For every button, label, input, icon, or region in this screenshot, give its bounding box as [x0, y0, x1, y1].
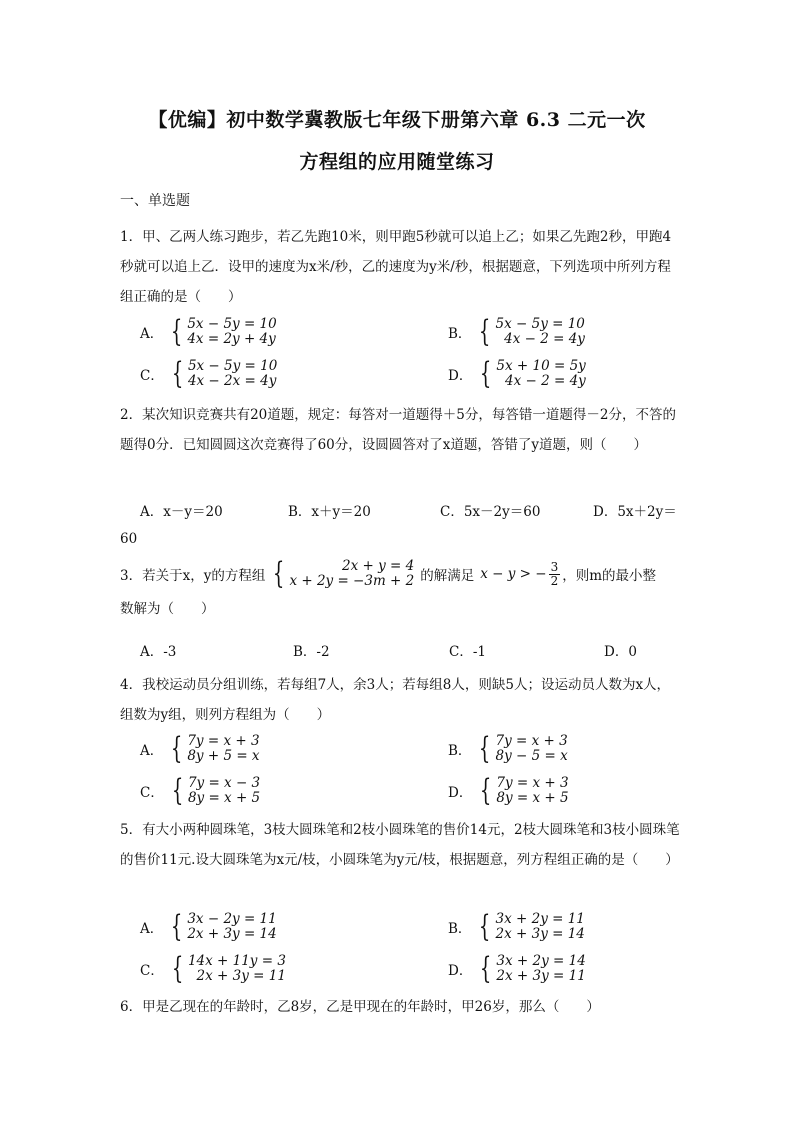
equation-system: { 5x − 5y = 10 4x = 2y + 4y [171, 314, 277, 349]
equation-system: { 2x + y = 4 x + 2y = −3m + 2 [273, 556, 415, 591]
equation-system: { 5x − 5y = 10 4x − 2 = 4y [479, 314, 585, 349]
document-title-line2: 方程组的应用随堂练习 [299, 151, 495, 173]
option-label: B． [448, 743, 472, 759]
equation-system: { 7y = x + 3 8y = x + 5 [480, 773, 569, 808]
option-label: D． [448, 963, 473, 979]
equation: 8y + 5 = x [187, 748, 260, 764]
equation-system: { 5x − 5y = 10 4x − 2x = 4y [171, 356, 278, 391]
equation: 4x − 2 = 4y [504, 331, 585, 347]
equation: 8y = x + 5 [496, 790, 569, 806]
question-1-text: 1．甲、乙两人练习跑步，若乙先跑10米，则甲跑5秒就可以追上乙；如果乙先跑2秒，甲跑4秒就可以追上乙．设甲的速度为x米/秒，乙的速度为y米/秒，根据题意，下列选项中所列方程组正确的是（ ） [120, 229, 672, 305]
equation-system: { 3x + 2y = 14 2x + 3y = 11 [480, 951, 586, 986]
q5-option-c[interactable] [140, 951, 286, 986]
equation: 8y − 5 = x [495, 748, 568, 764]
question-6-text: 6．甲是乙现在的年龄时，乙8岁，乙是甲现在的年龄时，甲26岁，那么（ ） [120, 999, 600, 1015]
equation: 5x − 5y = 10 [187, 358, 278, 374]
option-label: B． [448, 921, 472, 937]
equation-system: { 3x − 2y = 11 2x + 3y = 14 [171, 909, 277, 944]
equation-system: { 7y = x − 3 8y = x + 5 [171, 773, 261, 808]
equation: 5x − 5y = 10 [187, 316, 277, 332]
equation: 8y = x + 5 [187, 790, 261, 806]
option-label: C． [140, 785, 164, 801]
equation: 3x − 2y = 11 [187, 911, 277, 927]
option-label: A． [140, 743, 164, 759]
option-label: D． [448, 368, 473, 384]
q2-option-d-wrap: 60 [120, 531, 138, 547]
equation: 7y = x + 3 [187, 733, 260, 749]
q4-option-d[interactable] [448, 773, 569, 808]
equation: 4x − 2 = 4y [505, 373, 586, 389]
option-label: C． [140, 963, 164, 979]
equation: 4x − 2x = 4y [187, 373, 277, 389]
q4-option-b[interactable] [448, 731, 568, 766]
equation: 14x + 11y = 3 [187, 953, 286, 969]
q3-option-d[interactable]: D．0 [604, 644, 637, 660]
equation: 3x + 2y = 14 [496, 953, 586, 969]
q5-option-d[interactable] [448, 951, 586, 986]
q1-option-a[interactable] [140, 314, 277, 349]
q2-option-b[interactable]: B．x＋y＝20 [288, 504, 371, 520]
equation: 7y = x + 3 [495, 733, 568, 749]
q3-prefix: 3．若关于x，y的方程组 [120, 568, 266, 584]
q1-option-c[interactable] [140, 356, 278, 391]
option-label: A． [140, 326, 164, 342]
question-4-text: 4．我校运动员分组训练，若每组7人，余3人；若每组8人，则缺5人；设运动员人数为x人，组数为y组，则列方程组为（ ） [120, 677, 671, 723]
option-label: D． [448, 785, 473, 801]
option-label: A． [140, 921, 164, 937]
question-2-text: 2．某次知识竞赛共有20道题，规定：每答对一道题得＋5分，每答错一道题得－2分，不答的题得0分．已知圆圆这次竞赛得了60分，设圆圆答对了x道题，答错了y道题，则（ ） [120, 407, 676, 453]
q5-option-b[interactable] [448, 909, 585, 944]
equation: 2x + 3y = 11 [496, 968, 586, 984]
fraction-denominator: 2 [550, 573, 559, 588]
equation: 4x = 2y + 4y [187, 331, 276, 347]
equation: 7y = x − 3 [187, 775, 261, 791]
equation: 2x + 3y = 14 [495, 926, 585, 942]
fraction [549, 561, 561, 588]
question-5-text: 5．有大小两种圆珠笔，3枝大圆珠笔和2枝小圆珠笔的售价14元，2枝大圆珠笔和3枝小圆珠笔的售价11元.设大圆珠笔为x元/枝，小圆珠笔为y元/枝，根据题意，列方程组正确的是（ ） [120, 822, 680, 868]
q3-mid: 的解满足 [420, 568, 475, 584]
q4-option-a[interactable] [140, 731, 260, 766]
option-label: B． [448, 326, 472, 342]
q3-option-c[interactable]: C．-1 [449, 644, 486, 660]
equation: 7y = x + 3 [496, 775, 569, 791]
equation-system: { 3x + 2y = 11 2x + 3y = 14 [479, 909, 585, 944]
equation: 5x − 5y = 10 [495, 316, 585, 332]
fraction-numerator: 3 [550, 559, 559, 574]
q2-option-a[interactable]: A．x－y＝20 [140, 504, 223, 520]
equation: 2x + 3y = 11 [196, 968, 286, 984]
equation-system: { 14x + 11y = 3 2x + 3y = 11 [171, 951, 286, 986]
q2-option-d[interactable]: D．5x＋2y＝ [593, 504, 677, 520]
q3-option-a[interactable]: A．-3 [140, 644, 177, 660]
q3-suffix: ，则m的最小整 [562, 568, 657, 584]
question-3-line2: 数解为（ ） [120, 601, 215, 617]
equation: 2x + y = 4 [342, 558, 415, 574]
equation: x + 2y = −3m + 2 [289, 573, 415, 589]
equation-system: { 7y = x + 3 8y + 5 = x [171, 731, 260, 766]
q1-option-b[interactable] [448, 314, 585, 349]
q2-option-c[interactable]: C．5x－2y＝60 [440, 504, 541, 520]
q5-option-a[interactable] [140, 909, 277, 944]
equation: 2x + 3y = 14 [187, 926, 277, 942]
inequality: x − y > − [480, 566, 547, 582]
option-label: C． [140, 368, 164, 384]
equation: 3x + 2y = 11 [495, 911, 585, 927]
equation-system: { 7y = x + 3 8y − 5 = x [479, 731, 568, 766]
section-heading: 一、单选题 [120, 193, 190, 209]
document-title-line1: 【优编】初中数学冀教版七年级下册第六章 6.3 二元一次 [148, 109, 646, 131]
q1-option-d[interactable] [448, 356, 586, 391]
equation: 5x + 10 = 5y [496, 358, 586, 374]
question-3-line1 [120, 556, 657, 591]
equation-system: { 5x + 10 = 5y 4x − 2 = 4y [480, 356, 586, 391]
q3-option-b[interactable]: B．-2 [293, 644, 330, 660]
q4-option-c[interactable] [140, 773, 261, 808]
